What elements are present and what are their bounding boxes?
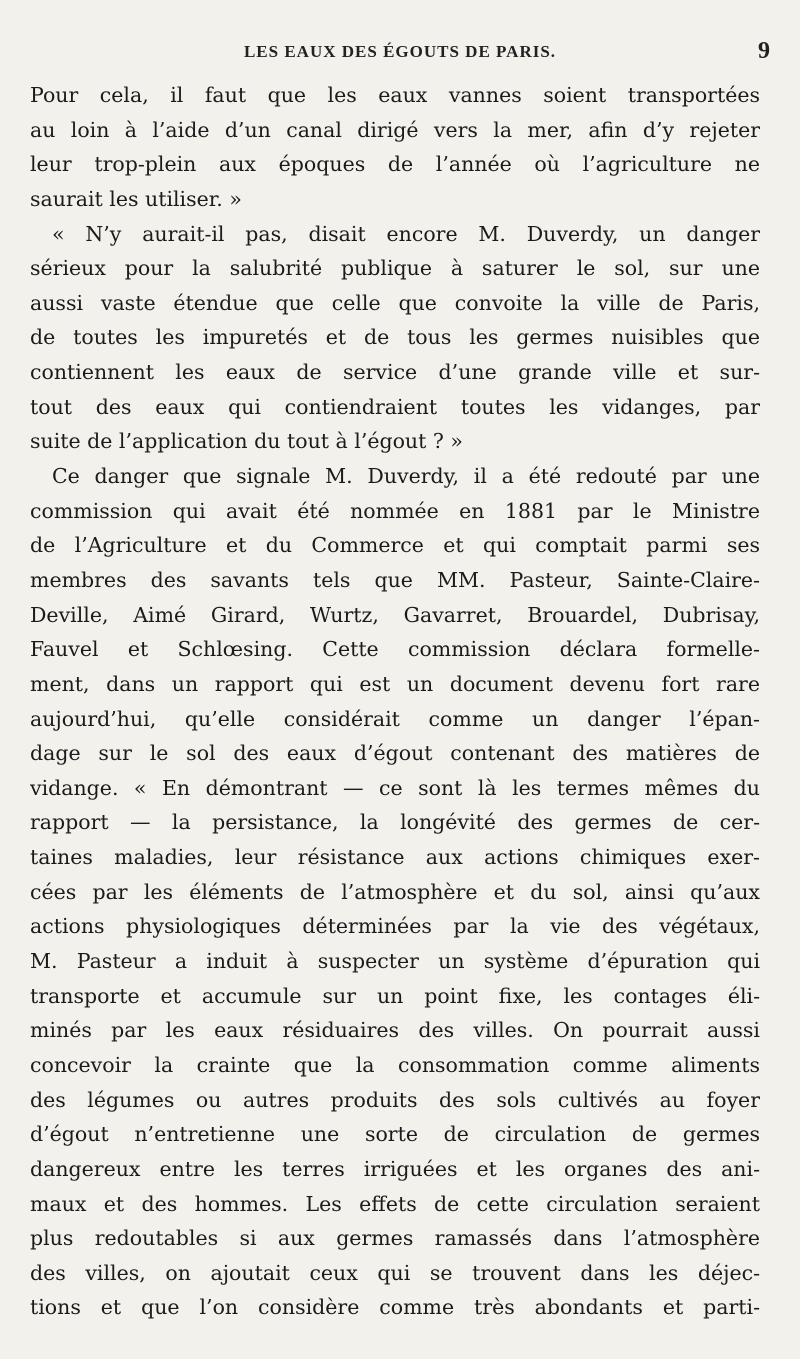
text-line: M. Pasteur a induit à suspecter un système d’épuration qui [30,949,760,974]
text-line: aujourd’hui, qu’elle considérait comme un danger l’épan- [30,706,760,731]
text-line: aussi vaste étendue que celle que convoite la ville de Paris, [30,290,760,315]
text-line: vidange. « En démontrant — ce sont là les termes mêmes du [30,775,760,800]
text-line: tout des eaux qui contiendraient toutes les vidanges, par [30,394,760,419]
text-line: des villes, on ajoutait ceux qui se trouvent dans les déjec- [30,1260,760,1285]
text-line: tions et que l’on considère comme très abondants et parti- [30,1295,760,1320]
text-line: cées par les éléments de l’atmosphère et du sol, ainsi qu’aux [30,879,760,904]
page-number: 9 [758,38,770,64]
text-line: Fauvel et Schlœsing. Cette commission déclara formelle- [30,637,760,662]
body-text [30,78,760,1325]
text-line: plus redoutables si aux germes ramassés dans l’atmosphère [30,1226,760,1251]
text-line: sérieux pour la salubrité publique à saturer le sol, sur une [30,256,760,281]
text-line: rapport — la persistance, la longévité des germes de cer- [30,810,760,835]
text-line: transporte et accumule sur un point fixe, les contages éli- [30,983,760,1008]
text-line: actions physiologiques déterminées par la vie des végétaux, [30,914,760,939]
text-line: Pour cela, il faut que les eaux vannes soient transportées [30,83,760,107]
text-line: membres des savants tels que MM. Pasteur, Sainte-Claire- [30,567,760,592]
text-line: contiennent les eaux de service d’une grande ville et sur- [30,360,760,385]
text-line: minés par les eaux résiduaires des villes. On pourrait aussi [30,1018,760,1043]
text-line: commission qui avait été nommée en 1881 par le Ministre [30,498,760,523]
text-line: saurait les utiliser. » [30,186,242,211]
running-title: LES EAUX DES ÉGOUTS DE PARIS. [243,42,557,61]
text-line: au loin à l’aide d’un canal dirigé vers la mer, afin d’y rejeter [30,117,760,142]
text-line: Ce danger que signale M. Duverdy, il a été redouté par une [52,464,760,489]
text-line: des légumes ou autres produits des sols cultivés au foyer [30,1087,760,1112]
text-line: de toutes les impuretés et de tous les germes nuisibles que [30,325,760,350]
text-line: dangereux entre les terres irriguées et les organes des ani- [30,1156,760,1181]
text-line: maux et des hommes. Les effets de cette circulation seraient [30,1191,760,1216]
text-line: ment, dans un rapport qui est un document devenu fort rare [30,671,760,696]
text-line: « N’y aurait-il pas, disait encore M. Duverdy, un danger [52,221,760,246]
text-line: Deville, Aimé Girard, Wurtz, Gavarret, Brouardel, Dubrisay, [30,602,760,627]
text-line: d’égout n’entretienne une sorte de circulation de germes [30,1122,760,1147]
text-line: dage sur le sol des eaux d’égout contenant des matières de [30,741,760,766]
text-line: leur trop-plein aux époques de l’année où l’agriculture ne [30,152,760,177]
text-line: suite de l’application du tout à l’égout ? » [30,429,463,454]
text-line: de l’Agriculture et du Commerce et qui comptait parmi ses [30,533,760,558]
running-header [30,38,770,68]
text-line: taines maladies, leur résistance aux actions chimiques exer- [30,845,760,870]
text-line: concevoir la crainte que la consommation comme aliments [30,1052,760,1077]
